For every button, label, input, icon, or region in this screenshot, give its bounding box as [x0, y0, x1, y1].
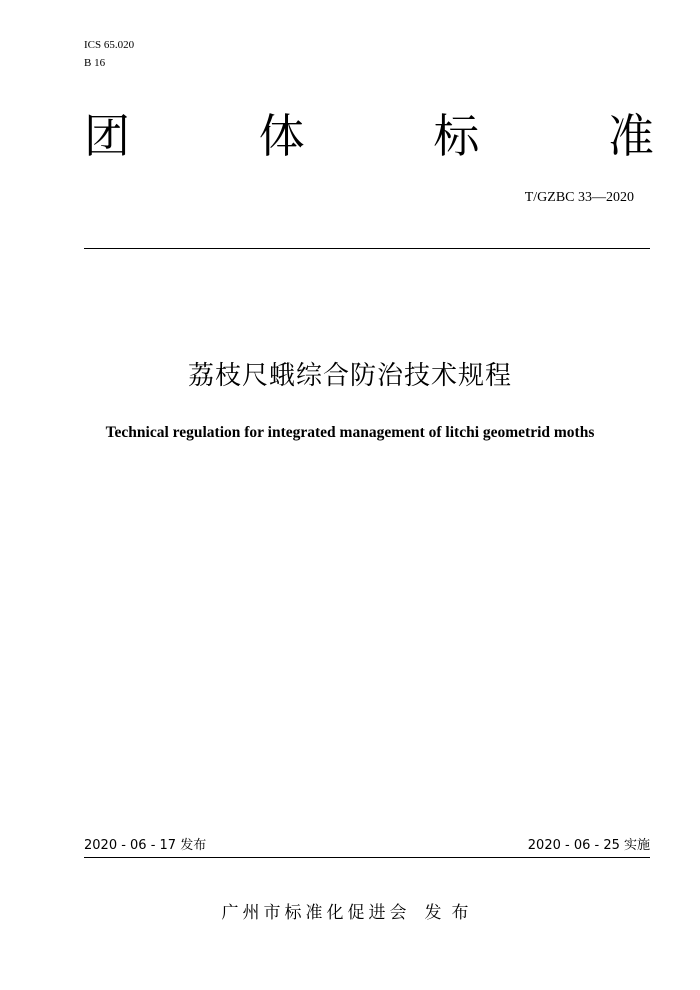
- implementation-date: 2020 - 06 - 25 实施: [527, 838, 650, 853]
- standard-type-heading: [84, 104, 654, 168]
- ics-code: ICS 65.020: [84, 39, 135, 51]
- standard-type-char: 标: [433, 109, 480, 163]
- standard-type-char: 体: [258, 109, 305, 163]
- document-title-en: Technical regulation for integrated management of litchi geometrid moths: [105, 424, 595, 441]
- standard-type-char: 准: [607, 109, 654, 163]
- standard-type-char: 团: [84, 109, 130, 163]
- footer-divider: [84, 857, 650, 858]
- standard-number: T/GZBC 33—2020: [524, 190, 634, 205]
- document-title-zh: 荔枝尺蛾综合防治技术规程: [187, 361, 512, 391]
- publisher-organization: 广州市标准化促进会: [221, 903, 411, 923]
- issue-date: 2020 - 06 - 17 发布: [84, 838, 207, 853]
- ccs-code: B 16: [84, 57, 106, 69]
- classification-codes: [84, 36, 134, 72]
- header-divider: [84, 248, 650, 249]
- publisher-action: 发布: [424, 903, 479, 923]
- publisher-line: [0, 900, 700, 926]
